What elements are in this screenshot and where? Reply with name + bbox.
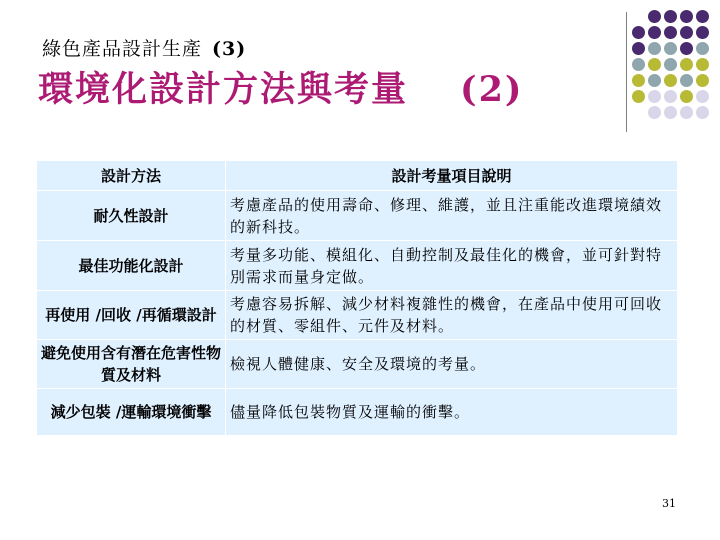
decorative-dot xyxy=(696,90,709,103)
description-cell: 考慮產品的使用壽命、修理、維護，並且注重能改進環境績效的新科技。 xyxy=(226,191,678,241)
decorative-dot xyxy=(680,74,693,87)
table-header-row xyxy=(37,161,678,191)
decorative-dot xyxy=(664,90,677,103)
decorative-dot xyxy=(664,58,677,71)
table-row xyxy=(37,291,678,340)
table-row xyxy=(37,389,678,436)
decorative-dot xyxy=(664,26,677,39)
decorative-dot xyxy=(632,90,645,103)
table-row xyxy=(37,191,678,241)
decorative-dot xyxy=(648,106,661,119)
subtitle-text: 綠色產品設計生產 xyxy=(42,38,203,60)
design-method-table xyxy=(36,160,678,436)
decorative-dot xyxy=(648,58,661,71)
decorative-dot xyxy=(648,90,661,103)
slide-subtitle xyxy=(42,34,246,61)
decorative-dot xyxy=(632,74,645,87)
title-text: 環境化設計方法與考量 xyxy=(38,69,409,110)
description-cell: 考量多功能、模組化、自動控制及最佳化的機會，並可針對特別需求而量身定做。 xyxy=(226,241,678,291)
decorative-dot xyxy=(648,74,661,87)
decorative-dot xyxy=(696,26,709,39)
description-cell: 檢視人體健康、安全及環境的考量。 xyxy=(226,340,678,389)
decorative-dot xyxy=(680,10,693,23)
decorative-dot xyxy=(680,42,693,55)
decorative-dot xyxy=(696,42,709,55)
decorative-dot xyxy=(680,90,693,103)
decorative-dot xyxy=(648,10,661,23)
decorative-dot xyxy=(680,106,693,119)
decorative-dot xyxy=(696,58,709,71)
decorative-dot xyxy=(696,74,709,87)
decorative-divider xyxy=(626,12,627,132)
header-method: 設計方法 xyxy=(37,161,226,191)
description-cell: 儘量降低包裝物質及運輸的衝擊。 xyxy=(226,389,678,436)
decorative-dot xyxy=(648,26,661,39)
decorative-dot xyxy=(632,58,645,71)
method-cell: 再使用 /回收 /再循環設計 xyxy=(37,291,226,340)
method-cell: 最佳功能化設計 xyxy=(37,241,226,291)
title-number: (2) xyxy=(460,69,524,110)
subtitle-number: (3) xyxy=(212,38,247,60)
decorative-dot xyxy=(664,10,677,23)
header-description: 設計考量項目說明 xyxy=(226,161,678,191)
table-row xyxy=(37,340,678,389)
decorative-dot xyxy=(664,74,677,87)
method-cell: 減少包裝 /運輸環境衝擊 xyxy=(37,389,226,436)
decorative-dot xyxy=(680,26,693,39)
page-number: 31 xyxy=(662,497,676,510)
decorative-dot xyxy=(696,106,709,119)
decorative-dot xyxy=(696,10,709,23)
decorative-dot xyxy=(632,26,645,39)
description-cell: 考慮容易拆解、減少材料複雜性的機會，在產品中使用可回收的材質、零組件、元件及材料。 xyxy=(226,291,678,340)
decorative-dot xyxy=(632,42,645,55)
table-row xyxy=(37,241,678,291)
method-cell: 耐久性設計 xyxy=(37,191,226,241)
decorative-dot xyxy=(664,106,677,119)
method-cell: 避免使用含有潛在危害性物質及材料 xyxy=(37,340,226,389)
decorative-dot xyxy=(664,42,677,55)
slide-title xyxy=(38,62,524,112)
decorative-dot xyxy=(648,42,661,55)
decorative-dot xyxy=(680,58,693,71)
